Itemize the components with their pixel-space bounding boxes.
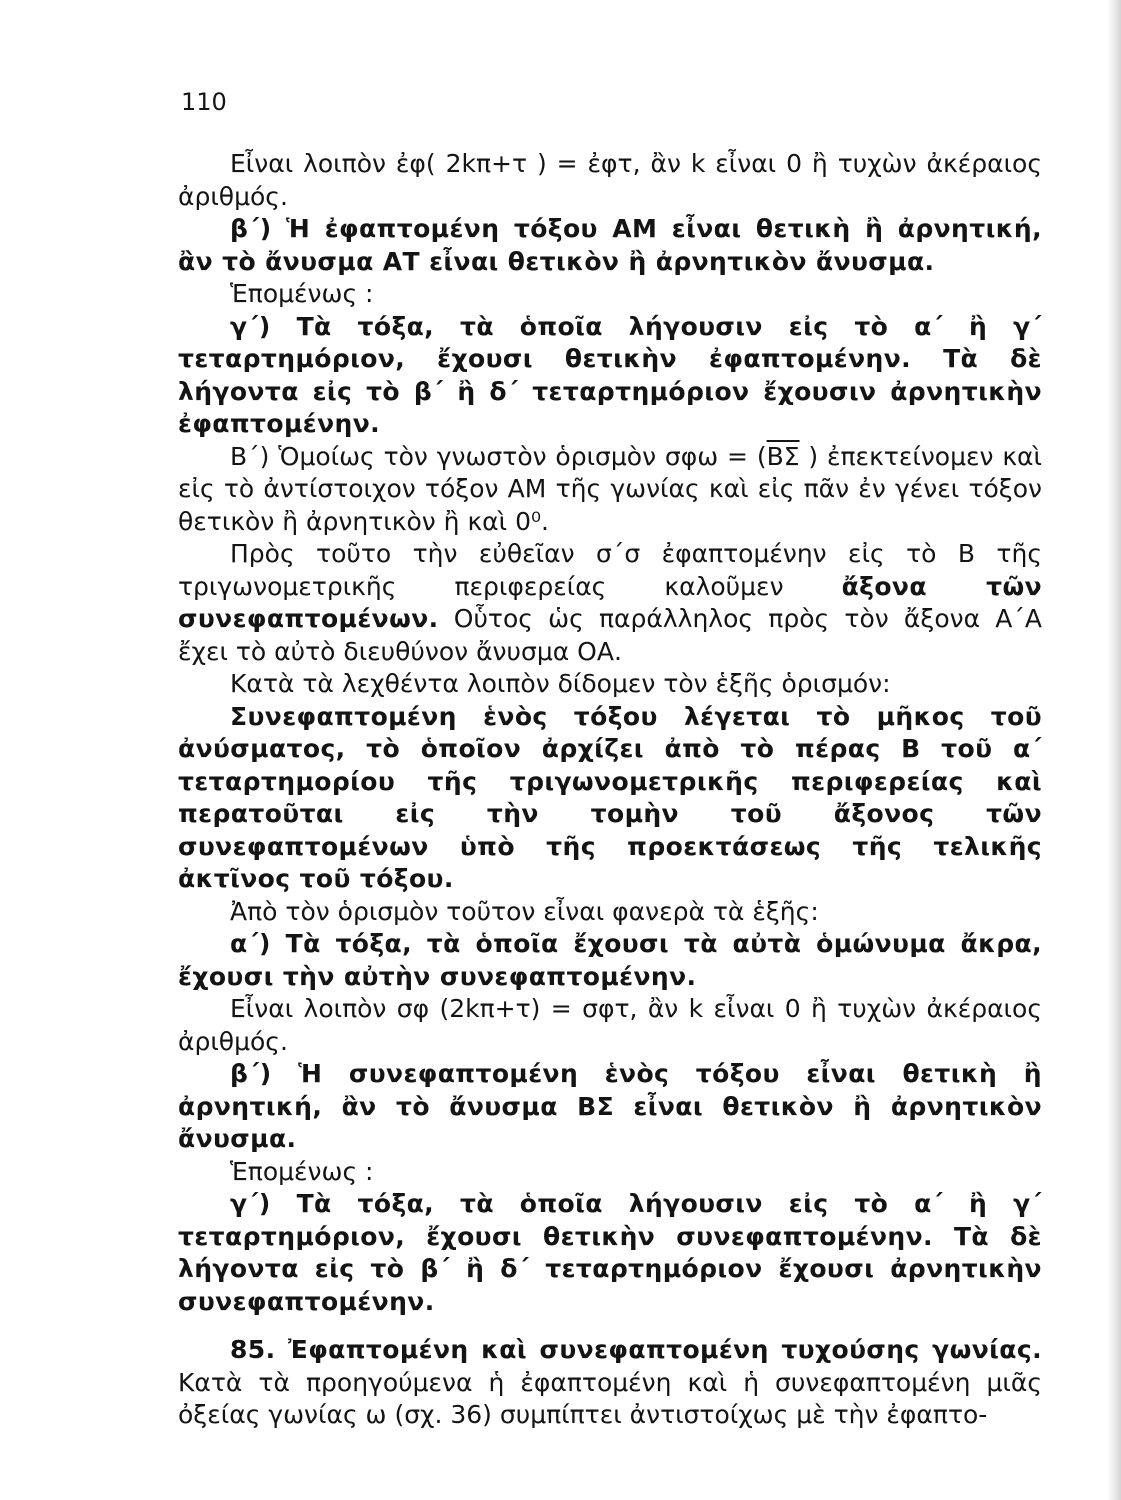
overlined-vector: $\overline{B\Sigma}$ — [766, 441, 800, 471]
item-text: Τὰ τόξα, τὰ ὁποῖα λήγουσιν εἰς τὸ α΄ ἢ γ΄ τεταρτημόριον, ἔχουσι θετικὴν ἐφαπτομένην. Τὰ δὲ λήγοντα εἰς τὸ β΄ ἢ δ΄ τεταρτημόριον ἔχουσιν ἀρνητικὴν ἐφαπτομένην. — [178, 311, 1042, 438]
item-label: γ΄) — [230, 1189, 271, 1218]
paragraph-bold — [178, 928, 1042, 993]
paragraph: Εἶναι λοιπὸν σφ (2kπ+τ) = σφτ, ἂν k εἶναι 0 ἢ τυχὼν ἀκέραιος ἀριθμός. — [178, 994, 1042, 1056]
text-run: ) ἐπεκτείνομεν καὶ εἰς τὸ ἀντίστοιχον τόξον ΑΜ τῆς γωνίας καὶ εἰς πᾶν ἐν γένει τόξον θετικὸν ἢ ἀρνητικὸν ἢ καὶ 0⁰. — [178, 441, 1042, 536]
paragraph: Ἀπὸ τὸν ὁρισμὸν τοῦτον εἶναι φανερὰ τὰ ἑξῆς: — [230, 896, 819, 926]
page-body — [178, 148, 1042, 1432]
paragraph-bold — [178, 213, 1042, 278]
item-label: γ΄) — [230, 311, 271, 341]
paragraph: Ἑπομένως : — [230, 1156, 374, 1186]
section-heading: 85. Ἐφαπτομένη καὶ συνεφαπτομένη τυχούσης γωνίας. — [230, 1335, 1042, 1364]
definition-paragraph: Συνεφαπτομένη ἑνὸς τόξου λέγεται τὸ μῆκος τοῦ ἀνύσματος, τὸ ὁποῖον ἀρχίζει ἀπὸ τὸ πέρας Β τοῦ α΄ τεταρτημορίου τῆς τριγωνομετρικῆς περιφερείας καὶ περατοῦται εἰς τὴν τομὴν τοῦ ἄξονος τῶν συνεφαπτομένων ὑπὸ τῆς προεκτάσεως τῆς τελικῆς ἀκτῖνος τοῦ τόξου. — [178, 701, 1042, 893]
paragraph-bold — [178, 1188, 1042, 1318]
section-text: Κατὰ τὰ προηγούμενα ἡ ἐφαπτομένη καὶ ἡ συνεφαπτομένη μιᾶς ὀξείας γωνίας ω (σχ. 36) συμπίπτει ἀντιστοίχως μὲ τὴν ἐφαπτο- — [178, 1367, 1042, 1429]
paragraph-bold — [178, 1058, 1042, 1156]
paragraph: Ἑπομένως : — [230, 279, 374, 308]
section-paragraph — [178, 1334, 1042, 1432]
paragraph: Κατὰ τὰ λεχθέντα λοιπὸν δίδομεν τὸν ἑξῆς ὁρισμόν: — [230, 669, 891, 698]
text-run: Πρὸς τοῦτο τὴν εὐθεῖαν σ΄σ ἐφαπτομένην εἰς τὸ Β τῆς τριγωνομετρικῆς περιφερείας καλοῦμεν — [178, 539, 1042, 601]
item-text: Τὰ τόξα, τὰ ὁποῖα ἔχουσι τὰ αὐτὰ ὁμώνυμα ἄκρα, ἔχουσι τὴν αὐτὴν συνεφαπτομένην. — [178, 929, 1043, 991]
text-run: Β΄) Ὁμοίως τὸν γνωστὸν ὁρισμὸν σφω = ( — [230, 441, 767, 471]
paragraph — [178, 441, 1042, 539]
item-text: Τὰ τόξα, τὰ ὁποῖα λήγουσιν εἰς τὸ α΄ ἢ γ΄ τεταρτημόριον, ἔχουσι θετικὴν συνεφαπτομένην. Τὰ δὲ λήγοντα εἰς τὸ β΄ ἢ δ΄ τεταρτημόριον ἔχουσι ἀρνητικὴν συνεφαπτομένην. — [178, 1189, 1042, 1316]
item-text: Ἡ ἐφαπτομένη τόξου ΑΜ εἶναι θετικὴ ἢ ἀρνητική, ἂν τὸ ἄνυσμα ΑΤ εἶναι θετικὸν ἢ ἀρνητικὸν ἄνυσμα. — [178, 214, 1042, 276]
paragraph: Εἶναι λοιπὸν ἐφ( 2kπ+τ ) = ἐφτ, ἂν k εἶναι 0 ἢ τυχὼν ἀκέραιος ἀριθμός. — [178, 149, 1042, 211]
page-edge-shadow — [1107, 0, 1121, 1500]
bold-term: ἄξονα τῶν συνεφαπτομένων. — [178, 571, 1043, 633]
page-number: 110 — [181, 88, 227, 116]
text-run: Οὗτος ὡς παράλληλος πρὸς τὸν ἄξονα Α΄Α ἔχει τὸ αὐτὸ διευθύνον ἄνυσμα ΟΑ. — [178, 604, 1043, 666]
paragraph-bold — [178, 311, 1042, 441]
paragraph — [178, 538, 1042, 668]
item-text: Ἡ συνεφαπτομένη ἑνὸς τόξου εἶναι θετικὴ ἢ ἀρνητική, ἂν τὸ ἄνυσμα ΒΣ εἶναι θετικὸν ἢ ἀρνητικὸν ἄνυσμα. — [178, 1059, 1042, 1153]
item-label: β΄) — [230, 1059, 272, 1088]
item-label: β΄) — [230, 214, 272, 243]
item-label: α΄) — [230, 929, 271, 958]
